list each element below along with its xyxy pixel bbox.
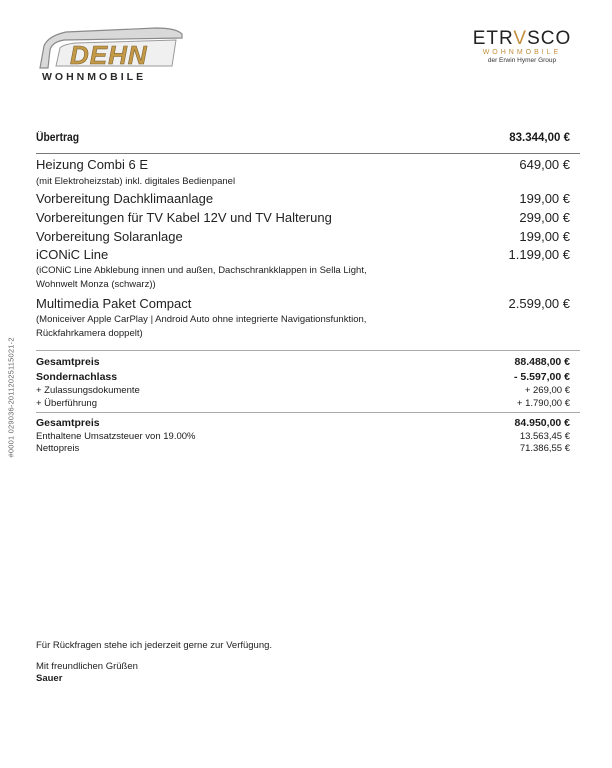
uebertrag-label: Übertrag xyxy=(36,132,80,144)
document-id-vertical xyxy=(4,310,16,460)
document-id-text: #0001 029036-20112025115021-2 xyxy=(6,337,16,458)
dehn-van-logo-icon xyxy=(36,26,186,72)
divider xyxy=(36,412,580,413)
etrusco-brand: ETRVSCO xyxy=(472,28,572,49)
ust-row: Enthaltene Umsatzsteuer von 19.00% 13.563,45 € xyxy=(36,431,570,442)
etrusco-logo xyxy=(472,28,572,64)
dehn-logo xyxy=(36,26,186,86)
item-multimedia-note: (Moniceiver Apple CarPlay | Android Auto ohne integrierte Navigationsfunktion, Rückfahrkamera doppelt) xyxy=(36,314,367,339)
divider xyxy=(36,350,580,351)
ueberfuehrung-row: + Überführung + 1.790,00 € xyxy=(36,398,570,409)
item-dachklima: Vorbereitung Dachklimaanlage 199,00 € xyxy=(36,191,570,206)
dehn-logo-subtitle: WOHNMOBILE xyxy=(42,71,147,83)
item-iconic-note: (iCONiC Line Abklebung innen und außen, Dachschrankklappen in Sella Light, Wohnwelt Monza (schwarz)) xyxy=(36,265,367,290)
etrusco-group: der Erwin Hymer Group xyxy=(487,57,557,64)
zulassung-row: + Zulassungsdokumente + 269,00 € xyxy=(36,385,570,396)
footer-signature-name: Sauer xyxy=(36,673,63,684)
item-multimedia: Multimedia Paket Compact 2.599,00 € xyxy=(36,296,570,311)
divider xyxy=(36,153,580,154)
item-iconic: iCONiC Line 1.199,00 € xyxy=(36,247,570,262)
item-solar: Vorbereitung Solaranlage 199,00 € xyxy=(36,229,570,244)
uebertrag-amount: 83.344,00 € xyxy=(509,132,570,144)
item-heizung: Heizung Combi 6 E 649,00 € xyxy=(36,157,570,172)
footer-question: Für Rückfragen stehe ich jederzeit gerne zur Verfügung. xyxy=(36,640,273,651)
item-heizung-note: (mit Elektroheizstab) inkl. digitales Bedienpanel xyxy=(36,176,236,187)
item-tv: Vorbereitungen für TV Kabel 12V und TV Halterung 299,00 € xyxy=(36,210,570,225)
sondernachlass-row: Sondernachlass - 5.597,00 € xyxy=(36,371,570,383)
gesamtpreis-final-row: Gesamtpreis 84.950,00 € xyxy=(36,417,570,429)
uebertrag-row xyxy=(36,132,517,144)
gesamtpreis-row: Gesamtpreis 88.488,00 € xyxy=(36,356,570,368)
footer-greeting: Mit freundlichen Grüßen xyxy=(36,661,138,672)
etrusco-subtitle: WOHNMOBILE xyxy=(482,49,562,56)
svg-text:DEHN: DEHN xyxy=(70,40,148,70)
netto-row: Nettopreis 71.386,55 € xyxy=(36,443,570,454)
